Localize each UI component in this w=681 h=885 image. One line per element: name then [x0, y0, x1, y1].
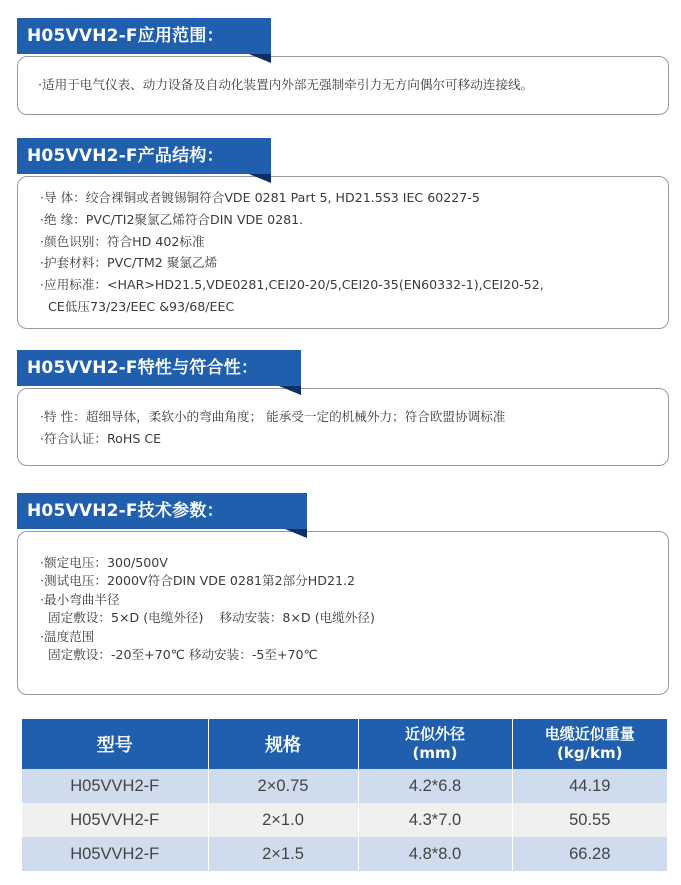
header-text: 型号 — [96, 735, 133, 756]
cell-diameter: 4.2*6.8 — [358, 769, 512, 803]
cell-spec: 2×0.75 — [208, 769, 358, 803]
spec-table — [22, 719, 667, 871]
cell-weight: 50.55 — [512, 803, 667, 837]
text-line: ·测试电压：2000V符合DIN VDE 0281第2部分HD21.2 — [40, 573, 355, 589]
text-line: ·适用于电气仪表、动力设备及自动化装置内外部无强制牵引力无方向偶尔可移动连接线。 — [38, 77, 534, 92]
text-line: ·最小弯曲半径 — [40, 591, 120, 607]
table-row — [22, 803, 667, 837]
title-corner-triangle — [249, 174, 271, 183]
section-box — [17, 176, 669, 329]
section-lines — [38, 74, 533, 96]
cell-model: H05VVH2-F — [22, 837, 208, 871]
cell-model: H05VVH2-F — [22, 769, 208, 803]
section-lines — [40, 187, 544, 318]
text-line: ·符合认证：RoHS CE — [40, 430, 162, 446]
section-box — [17, 531, 669, 695]
header-text: 近似外径 — [404, 725, 465, 743]
cell-weight: 66.28 — [512, 837, 667, 871]
section-lines — [40, 406, 505, 450]
section-title — [17, 350, 301, 386]
cell-weight: 44.19 — [512, 769, 667, 803]
section-lines — [40, 554, 375, 664]
section-box — [17, 388, 669, 466]
cell-spec: 2×1.5 — [208, 837, 358, 871]
table-header-row — [22, 719, 667, 769]
section-title — [17, 493, 307, 529]
header-text: 规格 — [265, 735, 301, 756]
section-title-text: H05VVH2-F应用范围： — [27, 26, 224, 46]
cell-spec: 2×1.0 — [208, 803, 358, 837]
cell-diameter: 4.8*8.0 — [358, 837, 512, 871]
cell-diameter: 4.3*7.0 — [358, 803, 512, 837]
text-line: 固定敷设：-20至+70℃ 移动安装：-5至+70℃ — [40, 647, 318, 663]
text-line: ·特 性：超细导体，柔软小的弯曲角度； 能承受一定的机械外力；符合欧盟协调标准 — [40, 409, 506, 424]
section-title — [17, 18, 271, 54]
title-corner-triangle — [285, 529, 307, 538]
header-unit: (mm) — [412, 744, 458, 762]
text-line: ·温度范围 — [40, 628, 95, 644]
header-diameter — [358, 719, 512, 769]
text-line: ·绝 缘：PVC/TI2聚氯乙烯符合DIN VDE 0281. — [40, 211, 304, 227]
header-spec — [208, 719, 358, 769]
cell-model: H05VVH2-F — [22, 803, 208, 837]
section-title-text: H05VVH2-F特性与符合性： — [27, 358, 259, 378]
title-corner-triangle — [279, 386, 301, 395]
header-model — [22, 719, 208, 769]
text-line: ·额定电压：300/500V — [40, 555, 168, 570]
header-unit: (kg/km) — [556, 744, 623, 762]
section-box — [17, 56, 669, 115]
table-row — [22, 837, 667, 871]
text-line: ·颜色识别：符合HD 402标准 — [40, 233, 205, 249]
table-row — [22, 769, 667, 803]
header-weight — [512, 719, 667, 769]
section-title-text: H05VVH2-F技术参数： — [27, 501, 224, 521]
header-text: 电缆近似重量 — [544, 725, 635, 743]
section-title — [17, 138, 271, 174]
text-line: ·导 体：绞合裸铜或者镀锡铜符合VDE 0281 Part 5, HD21.5S3 IEC 60227-5 — [40, 190, 480, 205]
text-line: ·护套材料：PVC/TM2 聚氯乙烯 — [40, 255, 218, 271]
title-corner-triangle — [249, 54, 271, 63]
section-title-text: H05VVH2-F产品结构： — [27, 146, 224, 166]
text-line: ·应用标准：<HAR>HD21.5,VDE0281,CEI20-20/5,CEI20-35(EN60332-1),CEI20-52, — [40, 277, 544, 293]
text-line: 固定敷设：5×D (电缆外径) 移动安装：8×D (电缆外径) — [40, 610, 375, 626]
text-line: CE低压73/23/EEC &93/68/EEC — [40, 298, 235, 314]
